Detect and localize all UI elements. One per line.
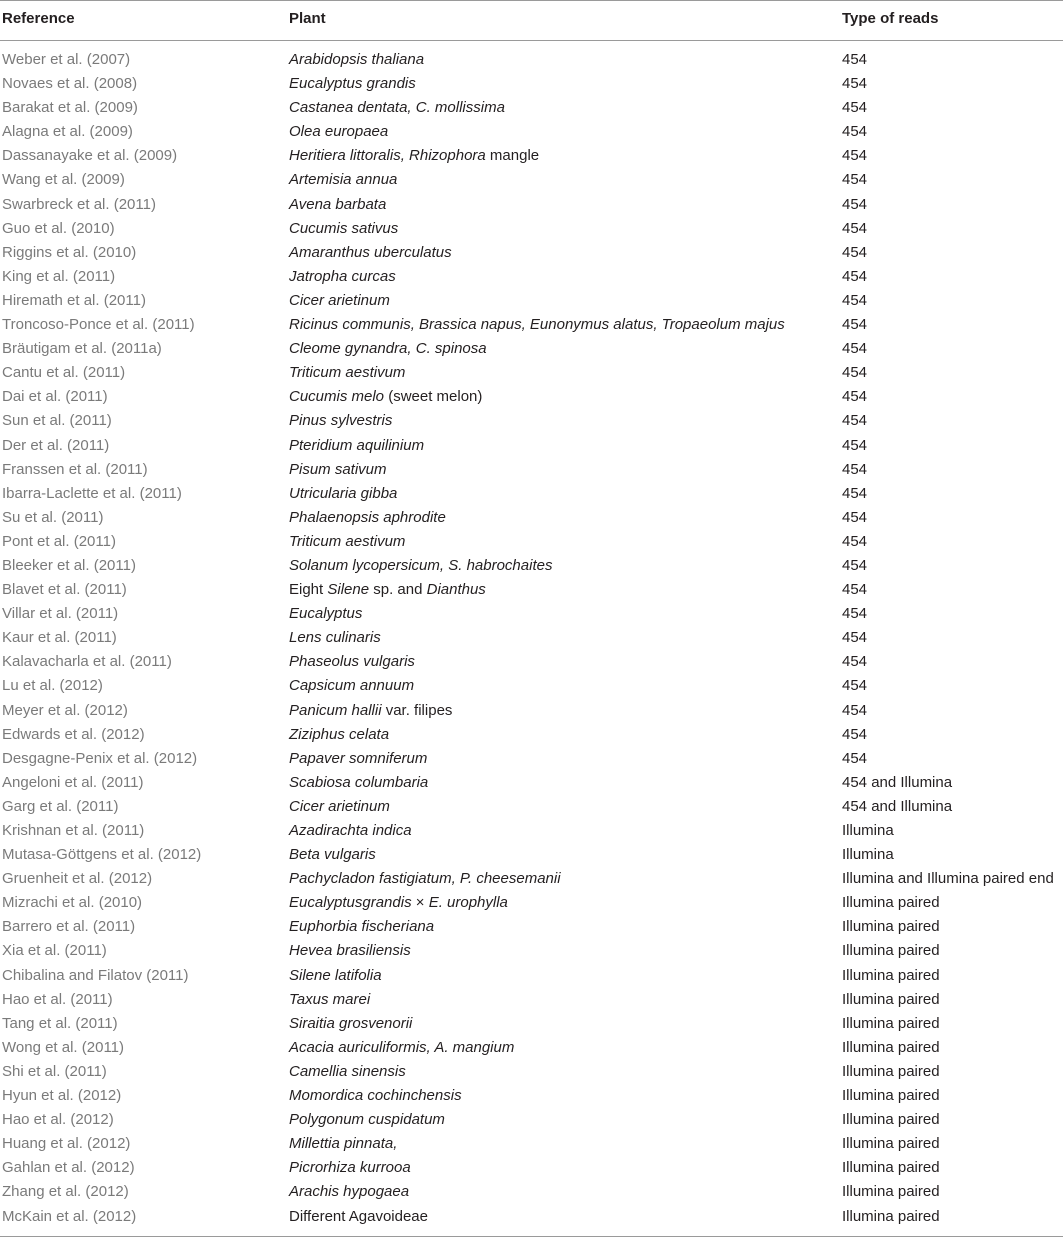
plant-name-segment: Cleome gynandra, C. spinosa — [289, 340, 487, 358]
plant-name-segment: Picrorhiza kurrooa — [289, 1159, 411, 1177]
plant-name-segment: Pinus sylvestris — [289, 412, 393, 430]
table-row — [0, 386, 1063, 410]
cell-plant — [289, 268, 396, 286]
plant-name-segment: Castanea dentata, C. mollissima — [289, 99, 505, 117]
plant-name-segment: Cicer arietinum — [289, 797, 390, 815]
cell-reference: Hiremath et al. (2011) — [2, 291, 146, 309]
cell-type-of-reads: Illumina paired — [842, 1087, 940, 1105]
cell-plant — [289, 1135, 397, 1153]
cell-plant — [289, 1063, 406, 1081]
cell-reference: Krishnan et al. (2011) — [2, 822, 145, 839]
cell-plant — [289, 557, 552, 575]
cell-type-of-reads: Illumina paired — [842, 1062, 940, 1080]
cell-plant — [289, 388, 482, 406]
plant-name-segment: Phaseolus vulgaris — [289, 653, 415, 671]
cell-plant — [289, 798, 390, 816]
cell-reference: King et al. (2011) — [2, 267, 116, 285]
cell-type-of-reads: 454 — [842, 123, 868, 141]
plant-name-segment: Cicer arietinum — [289, 291, 390, 309]
cell-type-of-reads: 454 — [842, 484, 868, 502]
plant-name-segment: Silene — [327, 581, 370, 599]
cell-reference: Villar et al. (2011) — [2, 605, 119, 623]
cell-type-of-reads: Illumina paired — [842, 1159, 940, 1177]
table-row — [0, 892, 1063, 916]
cell-type-of-reads: 454 — [842, 75, 868, 93]
plant-name-segment: Siraitia grosvenorii — [289, 1014, 413, 1032]
cell-plant — [289, 340, 487, 358]
plant-name-segment: Silene latifolia — [289, 966, 382, 984]
cell-type-of-reads: 454 — [842, 147, 868, 165]
cell-plant — [289, 461, 387, 479]
cell-plant — [289, 942, 411, 960]
cell-reference: Tang et al. (2011) — [2, 1014, 118, 1032]
table-row — [0, 820, 1063, 844]
cell-type-of-reads: 454 — [842, 364, 868, 382]
table-row — [0, 555, 1063, 579]
cell-type-of-reads: 454 — [842, 701, 868, 719]
table-row — [0, 1109, 1063, 1133]
cell-reference: Alagna et al. (2009) — [2, 123, 133, 141]
cell-reference: Dai et al. (2011) — [2, 388, 108, 406]
cell-plant — [289, 991, 370, 1009]
cell-type-of-reads: 454 — [842, 195, 868, 213]
cell-plant — [289, 412, 392, 430]
plant-name-segment: Avena barbata — [289, 195, 387, 213]
cell-reference: Riggins et al. (2010) — [2, 243, 137, 261]
plant-name-segment: Eucalyptus — [289, 605, 363, 623]
cell-plant — [289, 509, 446, 527]
cell-plant — [289, 894, 508, 912]
cell-plant — [289, 292, 390, 310]
cell-plant — [289, 726, 389, 744]
table-bottom-rule — [0, 1236, 1063, 1237]
cell-type-of-reads: 454 — [842, 388, 868, 406]
cell-type-of-reads: 454 — [842, 291, 868, 309]
plant-name-segment: Jatropha curcas — [289, 267, 396, 285]
cell-plant — [289, 51, 424, 69]
cell-type-of-reads: 454 — [842, 556, 868, 574]
cell-plant — [289, 533, 405, 551]
cell-type-of-reads: 454 — [842, 340, 868, 358]
plant-name-segment: Taxus marei — [289, 990, 371, 1008]
cell-type-of-reads: Illumina and Illumina paired end — [842, 870, 1054, 888]
plant-name-segment: Beta vulgaris — [289, 846, 376, 864]
table-row — [0, 724, 1063, 748]
cell-reference: Desgagne-Penix et al. (2012) — [2, 749, 198, 767]
plant-name-segment: Phalaenopsis aphrodite — [289, 508, 446, 526]
cell-type-of-reads: 454 and Illumina — [842, 773, 953, 791]
plant-name-segment: Dianthus — [426, 581, 486, 599]
cell-reference: Bräutigam et al. (2011a) — [2, 340, 162, 358]
cell-type-of-reads: 454 — [842, 171, 868, 189]
table-row — [0, 1206, 1063, 1230]
table-row — [0, 483, 1063, 507]
cell-reference: Xia et al. (2011) — [2, 942, 107, 960]
cell-reference: Weber et al. (2007) — [2, 51, 131, 68]
cell-plant — [289, 846, 376, 864]
header-type-of-reads: Type of reads — [842, 10, 939, 27]
table-row — [0, 97, 1063, 121]
cell-type-of-reads: 454 — [842, 267, 868, 285]
cell-reference: Meyer et al. (2012) — [2, 701, 128, 719]
cell-reference: Hao et al. (2012) — [2, 1111, 114, 1129]
cell-type-of-reads: Illumina paired — [842, 1111, 940, 1129]
table-row — [0, 290, 1063, 314]
table-row — [0, 218, 1063, 242]
plant-name-segment: Polygonum cuspidatum — [289, 1111, 445, 1129]
table-row — [0, 1157, 1063, 1181]
cell-type-of-reads: 454 — [842, 316, 868, 334]
table-row — [0, 338, 1063, 362]
plant-name-segment: Ziziphus celata — [289, 725, 390, 743]
cell-type-of-reads: 454 — [842, 243, 868, 261]
plant-name-segment: Azadirachta indica — [289, 822, 412, 839]
cell-reference: Barakat et al. (2009) — [2, 99, 138, 117]
cell-plant — [289, 437, 424, 455]
cell-plant — [289, 967, 382, 985]
cell-type-of-reads: Illumina paired — [842, 1207, 940, 1225]
cell-reference: Guo et al. (2010) — [2, 219, 115, 237]
plant-name-segment: Lens culinaris — [289, 629, 381, 647]
cell-reference: Angeloni et al. (2011) — [2, 773, 144, 791]
cell-plant — [289, 1015, 412, 1033]
cell-plant — [289, 702, 452, 720]
cell-reference: Dassanayake et al. (2009) — [2, 147, 178, 165]
cell-plant — [289, 918, 434, 936]
cell-reference: Wong et al. (2011) — [2, 1038, 125, 1056]
table-row — [0, 603, 1063, 627]
table-row — [0, 1133, 1063, 1157]
cell-reference: Kaur et al. (2011) — [2, 629, 117, 647]
cell-plant — [289, 1183, 409, 1201]
cell-plant — [289, 1039, 514, 1057]
table-row — [0, 844, 1063, 868]
cell-reference: Franssen et al. (2011) — [2, 460, 148, 478]
cell-reference: Shi et al. (2011) — [2, 1062, 107, 1080]
plant-name-segment: Utricularia gibba — [289, 484, 398, 502]
cell-type-of-reads: Illumina paired — [842, 1038, 940, 1056]
cell-reference: Blavet et al. (2011) — [2, 581, 127, 599]
plant-name-segment: Different Agavoideae — [289, 1207, 428, 1225]
table-header — [0, 0, 1063, 40]
plant-name-segment: Arabidopsis thaliana — [289, 51, 425, 68]
plant-name-segment: Millettia pinnata, — [289, 1135, 398, 1153]
cell-reference: Garg et al. (2011) — [2, 797, 119, 815]
cell-plant — [289, 244, 452, 262]
cell-reference: Novaes et al. (2008) — [2, 75, 138, 93]
table-header-rule — [0, 40, 1063, 41]
cell-reference: Zhang et al. (2012) — [2, 1183, 129, 1201]
cell-reference: Sun et al. (2011) — [2, 412, 112, 430]
cell-type-of-reads: Illumina — [842, 846, 894, 864]
plant-name-segment: Euphorbia fischeriana — [289, 918, 435, 936]
cell-plant — [289, 1087, 462, 1105]
table-row — [0, 507, 1063, 531]
plant-name-segment: Hevea brasiliensis — [289, 942, 411, 960]
cell-reference: Swarbreck et al. (2011) — [2, 195, 156, 213]
cell-plant — [289, 870, 561, 888]
plant-name-segment: Eight — [289, 581, 328, 599]
plant-name-segment: Panicum hallii — [289, 701, 382, 719]
plant-name-segment: mangle — [485, 147, 540, 165]
plant-name-segment: Capsicum annuum — [289, 677, 415, 695]
cell-type-of-reads: Illumina — [842, 822, 894, 839]
cell-reference: Ibarra-Laclette et al. (2011) — [2, 484, 182, 502]
table-row — [0, 266, 1063, 290]
table-row — [0, 772, 1063, 796]
cell-type-of-reads: 454 and Illumina — [842, 797, 953, 815]
plant-name-segment: Arachis hypogaea — [289, 1183, 410, 1201]
table-row — [0, 314, 1063, 338]
table-row — [0, 73, 1063, 97]
table-row — [0, 916, 1063, 940]
cell-type-of-reads: 454 — [842, 99, 868, 117]
cell-type-of-reads: Illumina paired — [842, 1014, 940, 1032]
plant-name-segment: (sweet melon) — [384, 388, 483, 406]
cell-type-of-reads: 454 — [842, 460, 868, 478]
table-row — [0, 1013, 1063, 1037]
table-row — [0, 459, 1063, 483]
table-row — [0, 435, 1063, 459]
table-row — [0, 579, 1063, 603]
cell-plant — [289, 171, 397, 189]
plant-name-segment: Artemisia annua — [289, 171, 398, 189]
table-row — [0, 194, 1063, 218]
cell-type-of-reads: 454 — [842, 605, 868, 623]
cell-type-of-reads: 454 — [842, 412, 868, 430]
cell-reference: Gahlan et al. (2012) — [2, 1159, 135, 1177]
plant-name-segment: Eucalyptus grandis — [289, 75, 416, 93]
cell-reference: Mizrachi et al. (2010) — [2, 894, 143, 912]
table-row — [0, 796, 1063, 820]
cell-plant — [289, 1159, 411, 1177]
table-row — [0, 748, 1063, 772]
header-reference: Reference — [2, 10, 75, 27]
cell-reference: Hyun et al. (2012) — [2, 1087, 122, 1105]
plant-name-segment: Triticum aestivum — [289, 364, 406, 382]
cell-plant — [289, 75, 416, 93]
plant-name-segment: Scabiosa columbaria — [289, 773, 429, 791]
cell-plant — [289, 364, 405, 382]
cell-type-of-reads: 454 — [842, 436, 868, 454]
plant-name-segment: Acacia auriculiformis, A. mangium — [289, 1038, 515, 1056]
plant-name-segment: E. urophylla — [428, 894, 508, 912]
cell-reference: McKain et al. (2012) — [2, 1207, 137, 1225]
cell-reference: Gruenheit et al. (2012) — [2, 870, 153, 888]
table-row — [0, 651, 1063, 675]
cell-type-of-reads: 454 — [842, 725, 868, 743]
plant-name-segment: Eucalyptusgrandis — [289, 894, 412, 912]
table-row — [0, 121, 1063, 145]
cell-reference: Wang et al. (2009) — [2, 171, 125, 189]
cell-type-of-reads: Illumina paired — [842, 990, 940, 1008]
cell-type-of-reads: 454 — [842, 51, 868, 68]
table-row — [0, 940, 1063, 964]
cell-type-of-reads: 454 — [842, 653, 868, 671]
table-row — [0, 700, 1063, 724]
cell-reference: Su et al. (2011) — [2, 508, 104, 526]
plant-name-segment: × — [411, 894, 429, 912]
plant-name-segment: Cucumis sativus — [289, 219, 399, 237]
table-row — [0, 675, 1063, 699]
cell-plant — [289, 147, 539, 165]
plant-name-segment: Pachycladon fastigiatum, P. cheesemanii — [289, 870, 561, 888]
cell-type-of-reads: Illumina paired — [842, 942, 940, 960]
table-row — [0, 868, 1063, 892]
plant-name-segment: Camellia sinensis — [289, 1062, 406, 1080]
cell-reference: Hao et al. (2011) — [2, 990, 113, 1008]
cell-plant — [289, 750, 427, 768]
cell-reference: Bleeker et al. (2011) — [2, 556, 136, 574]
cell-reference: Lu et al. (2012) — [2, 677, 103, 695]
plant-name-segment: var. filipes — [381, 701, 453, 719]
cell-plant — [289, 822, 412, 840]
cell-plant — [289, 677, 414, 695]
cell-type-of-reads: 454 — [842, 581, 868, 599]
table-row — [0, 49, 1063, 73]
table-row — [0, 362, 1063, 386]
plant-name-segment: Ricinus communis, Brassica napus, Eunonymus alatus, Tropaeolum majus — [289, 316, 785, 334]
plant-name-segment: Amaranthus uberculatus — [289, 243, 452, 261]
cell-plant — [289, 123, 388, 141]
cell-type-of-reads: 454 — [842, 508, 868, 526]
plant-name-segment: Pisum sativum — [289, 460, 387, 478]
plant-name-segment: Pteridium aquilinium — [289, 436, 425, 454]
cell-reference: Barrero et al. (2011) — [2, 918, 136, 936]
cell-reference: Mutasa-Göttgens et al. (2012) — [2, 846, 202, 864]
cell-reference: Der et al. (2011) — [2, 436, 110, 454]
cell-reference: Chibalina and Filatov (2011) — [2, 966, 189, 984]
cell-plant — [289, 581, 486, 599]
cell-plant — [289, 629, 381, 647]
cell-type-of-reads: Illumina paired — [842, 918, 940, 936]
plant-name-segment: Olea europaea — [289, 123, 389, 141]
table-row — [0, 1037, 1063, 1061]
cell-reference: Pont et al. (2011) — [2, 532, 116, 550]
table-row — [0, 531, 1063, 555]
plant-name-segment: Solanum lycopersicum, S. habrochaites — [289, 556, 553, 574]
cell-reference: Huang et al. (2012) — [2, 1135, 131, 1153]
cell-type-of-reads: Illumina paired — [842, 1135, 940, 1153]
plant-name-segment: sp. and — [369, 581, 427, 599]
table-row — [0, 989, 1063, 1013]
cell-type-of-reads: 454 — [842, 677, 868, 695]
table-row — [0, 1085, 1063, 1109]
cell-type-of-reads: 454 — [842, 749, 868, 767]
cell-type-of-reads: 454 — [842, 532, 868, 550]
cell-type-of-reads: Illumina paired — [842, 894, 940, 912]
cell-type-of-reads: Illumina paired — [842, 966, 940, 984]
cell-plant — [289, 316, 785, 334]
plant-name-segment: Triticum aestivum — [289, 532, 406, 550]
table-row — [0, 627, 1063, 651]
cell-type-of-reads: 454 — [842, 629, 868, 647]
cell-plant — [289, 99, 505, 117]
cell-reference: Cantu et al. (2011) — [2, 364, 126, 382]
table-row — [0, 169, 1063, 193]
table-row — [0, 410, 1063, 434]
plant-name-segment: Papaver somniferum — [289, 749, 428, 767]
cell-plant — [289, 220, 398, 238]
cell-reference: Edwards et al. (2012) — [2, 725, 145, 743]
cell-plant — [289, 196, 386, 214]
header-plant: Plant — [289, 10, 326, 27]
plant-name-segment: Heritiera littoralis, Rhizophora — [289, 147, 486, 165]
cell-reference: Troncoso-Ponce et al. (2011) — [2, 316, 195, 334]
table-row — [0, 145, 1063, 169]
cell-plant — [289, 1208, 428, 1226]
plant-name-segment: Momordica cochinchensis — [289, 1087, 462, 1105]
cell-plant — [289, 774, 428, 792]
cell-type-of-reads: 454 — [842, 219, 868, 237]
cell-plant — [289, 1111, 445, 1129]
cell-plant — [289, 605, 362, 623]
plant-name-segment: Cucumis melo — [289, 388, 385, 406]
table-body — [0, 49, 1063, 1230]
cell-plant — [289, 653, 415, 671]
cell-reference: Kalavacharla et al. (2011) — [2, 653, 172, 671]
table-row — [0, 242, 1063, 266]
cell-type-of-reads: Illumina paired — [842, 1183, 940, 1201]
table-row — [0, 1061, 1063, 1085]
table-row — [0, 965, 1063, 989]
cell-plant — [289, 485, 397, 503]
table-row — [0, 1181, 1063, 1205]
